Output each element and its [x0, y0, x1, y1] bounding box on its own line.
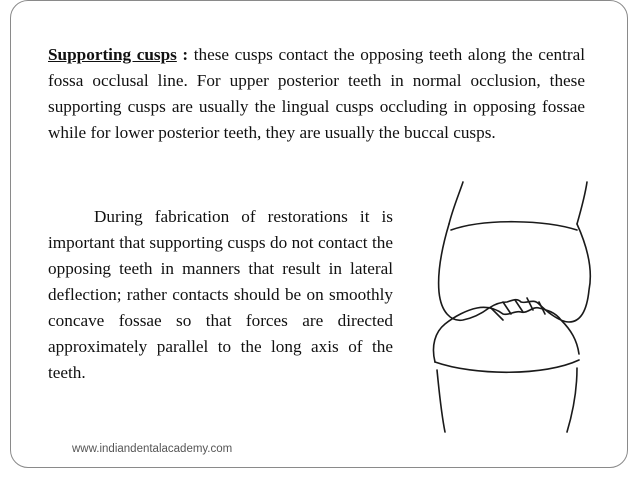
lower-cej-line — [435, 360, 579, 372]
restoration-paragraph: During fabrication of restorations it is important that supporting cusps do not contact the opposing teeth in manners that result in lateral deflection; rather contacts should be on smoothly concave fossae so that forces are directed approximately parallel to the long axis of the teeth. — [48, 207, 393, 382]
upper-tooth-root-right — [577, 182, 587, 224]
contact-mark-2 — [503, 302, 511, 314]
term-separator: : — [176, 45, 194, 64]
occluding-teeth-diagram-icon — [415, 180, 615, 440]
lower-tooth-crown — [433, 307, 579, 362]
upper-tooth-crown — [439, 224, 591, 322]
contact-mark-4 — [527, 298, 533, 310]
lower-tooth-root-right — [567, 368, 577, 432]
lower-tooth-root-left — [437, 370, 445, 432]
upper-tooth-root-left — [449, 182, 463, 224]
supporting-cusps-definition: these cusps contact the opposing teeth along the central fossa occlusal line. For upper posterior teeth in normal occlusion, these supporting cusps are usually the lingual cusps occluding in opposing fossae while for lower posterior teeth, they are usually the buccal cusps. — [48, 45, 585, 142]
footer-website: www.indiandentalacademy.com — [72, 443, 233, 455]
supporting-cusps-paragraph — [48, 42, 585, 146]
upper-cej-line — [451, 222, 577, 230]
supporting-cusps-term: Supporting cusps — [48, 45, 177, 64]
